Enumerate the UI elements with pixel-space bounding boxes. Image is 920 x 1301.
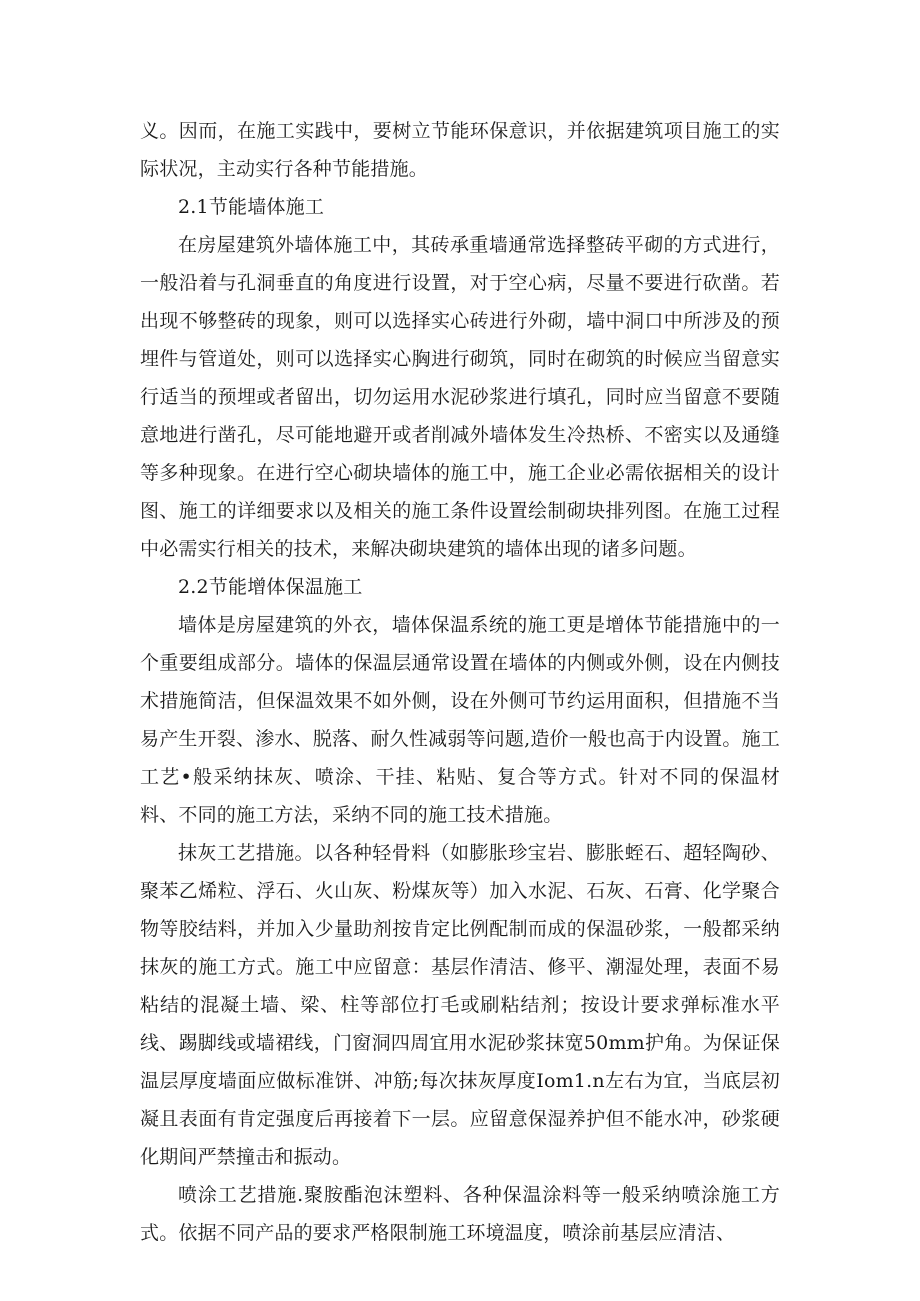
paragraph-plastering: 抹灰工艺措施。以各种轻骨料（如膨胀珍宝岩、膨胀蛭石、超轻陶砂、聚苯乙烯粒、浮石、火山灰、粉煤灰等）加入水泥、石灰、石膏、化学聚合物等胶结料，并加入少量助剂按肯定比例配制而成的保温砂浆，一般都采纳抹灰的施工方式。施工中应留意：基层作清洁、修平、潮湿处理，表面不易粘结的混凝土墙、梁、柱等部位打毛或刷粘结剂；按设计要求弹标准水平线、踢脚线或墙裙线，门窗洞四周宜用水泥砂浆抹宽50mm护角。为保证保温层厚度墙面应做标准饼、冲筋;每次抹灰厚度Iom1.n左右为宜，当底层初凝且表面有肯定强度后再接着下一层。应留意保湿养护但不能水冲，砂浆硬化期间严禁撞击和振动。 (140, 842, 780, 1168)
paragraph-wall-insulation: 墙体是房屋建筑的外衣，墙体保温系统的施工更是增体节能措施中的一个重要组成部分。墙体的保温层通常设置在墙体的内侧或外侧，设在内侧技术措施简洁，但保温效果不如外侧，设在外侧可节约运用面积，但措施不当易产生开裂、渗水、脱落、耐久性减弱等问题,造价一般也高于内设置。施工工艺•般采纳抹灰、喷涂、干挂、粘贴、复合等方式。针对不同的保温材料、不同的施工方法，采纳不同的施工技术措施。 (140, 614, 780, 826)
section-heading-2-1: 2.1节能墙体施工 (178, 196, 325, 218)
document-body (140, 112, 780, 1252)
paragraph-spraying: 喷涂工艺措施.聚胺酯泡沫塑料、各种保温涂料等一般采纳喷涂施工方式。依据不同产品的要求严格限制施工环境温度，喷涂前基层应清洁、 (140, 1184, 780, 1244)
paragraph-continued: 义。因而，在施工实践中，要树立节能环保意识，并依据建筑项目施工的实际状况，主动实行各种节能措施。 (140, 120, 780, 180)
section-heading-2-2: 2.2节能增体保温施工 (178, 576, 363, 598)
paragraph-wall-construction: 在房屋建筑外墙体施工中，其砖承重墙通常选择整砖平砌的方式进行，一般沿着与孔洞垂直的角度进行设置，对于空心病，尽量不要进行砍凿。若出现不够整砖的现象，则可以选择实心砖进行外砌，墙中洞口中所涉及的预埋件与管道处，则可以选择实心胸进行砌筑，同时在砌筑的时候应当留意实行适当的预埋或者留出，切勿运用水泥砂浆进行填孔，同时应当留意不要随意地进行凿孔，尽可能地避开或者削减外墙体发生冷热桥、不密实以及通缝等多种现象。在进行空心砌块墙体的施工中，施工企业必需依据相关的设计图、施工的详细要求以及相关的施工条件设置绘制砌块排列图。在施工过程中必需实行相关的技术，来解决砌块建筑的墙体出现的诸多问题。 (140, 234, 780, 560)
